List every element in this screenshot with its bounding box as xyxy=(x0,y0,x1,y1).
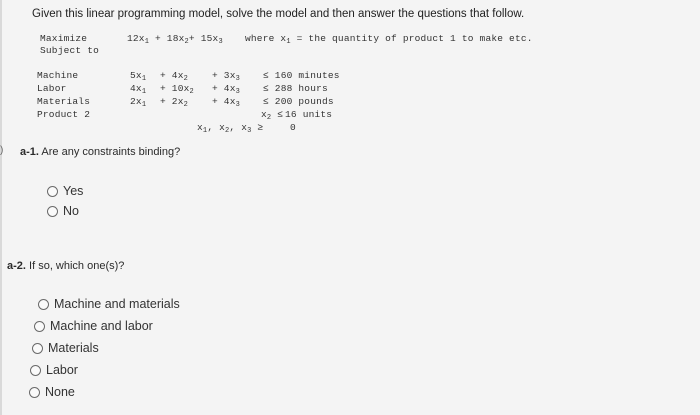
option-labor[interactable] xyxy=(30,363,78,377)
option-machine-and-materials-label: Machine and materials xyxy=(54,297,180,311)
maximize-label: Maximize xyxy=(40,33,88,44)
labor-term-x2: + $10x_2$ xyxy=(160,83,194,96)
constraint-name-labor: Labor xyxy=(37,83,67,94)
constraint-name-machine: Machine xyxy=(37,70,79,81)
machine-term-x3: + $3x_3$ xyxy=(212,70,241,83)
machine-rhs: ≤ 160 minutes xyxy=(263,70,340,81)
radio-circle-icon[interactable] xyxy=(30,365,41,376)
materials-rhs: ≤ 200 pounds xyxy=(263,96,334,107)
subject-to-label: Subject to xyxy=(40,45,100,56)
question-a2-number: a-2. xyxy=(7,260,26,272)
radio-circle-icon[interactable] xyxy=(29,387,40,398)
radio-circle-icon[interactable] xyxy=(47,206,58,217)
materials-term-x3: + $4x_3$ xyxy=(212,96,241,109)
option-materials-label: Materials xyxy=(48,341,99,355)
machine-term-x1: $5x_1$ xyxy=(130,70,147,83)
edge-marker: ) xyxy=(0,145,4,156)
option-labor-label: Labor xyxy=(46,363,78,377)
option-none[interactable] xyxy=(29,385,75,399)
product2-rhs: 16 units xyxy=(285,109,333,120)
option-yes[interactable] xyxy=(47,184,83,198)
option-machine-and-labor-label: Machine and labor xyxy=(50,319,153,333)
question-a2 xyxy=(7,260,124,272)
labor-rhs: ≤ 288 hours xyxy=(263,83,328,94)
question-a1-text: Are any constraints binding? xyxy=(41,146,181,158)
radio-circle-icon[interactable] xyxy=(34,321,45,332)
option-none-label: None xyxy=(45,385,75,399)
question-a2-text: If so, which one(s)? xyxy=(29,260,125,272)
variable-definition: where $x_1$ = the quantity of product 1 to make etc. xyxy=(245,33,533,46)
labor-term-x3: + $4x_3$ xyxy=(212,83,241,96)
option-machine-and-labor[interactable] xyxy=(34,319,153,333)
instruction-text: Given this linear programming model, solve the model and then answer the questions that follow. xyxy=(32,8,525,20)
question-a1-number: a-1. xyxy=(20,146,39,158)
product2-term: $x_2$ ≤ xyxy=(261,109,284,122)
option-no-label: No xyxy=(63,204,79,218)
nonnegativity-rhs: 0 xyxy=(290,122,296,133)
radio-circle-icon[interactable] xyxy=(47,186,58,197)
radio-circle-icon[interactable] xyxy=(32,343,43,354)
machine-term-x2: + $4x_2$ xyxy=(160,70,189,83)
constraint-name-materials: Materials xyxy=(37,96,91,107)
question-a1 xyxy=(20,146,180,158)
option-materials[interactable] xyxy=(32,341,99,355)
option-yes-label: Yes xyxy=(63,184,84,198)
option-no[interactable] xyxy=(47,204,79,218)
materials-term-x2: + $2x_2$ xyxy=(160,96,189,109)
materials-term-x1: $2x_1$ xyxy=(130,96,147,109)
nonnegativity-constraint: $x_1$, $x_2$, $x_3$ ≥ xyxy=(197,122,264,135)
objective-function: $12x_1 + 18x_2+ 15x_3$ xyxy=(127,33,223,46)
labor-term-x1: $4x_1$ xyxy=(130,83,147,96)
left-edge-strip xyxy=(0,0,2,415)
radio-circle-icon[interactable] xyxy=(38,299,49,310)
option-machine-and-materials[interactable] xyxy=(38,297,180,311)
constraint-name-product2: Product 2 xyxy=(37,109,91,120)
